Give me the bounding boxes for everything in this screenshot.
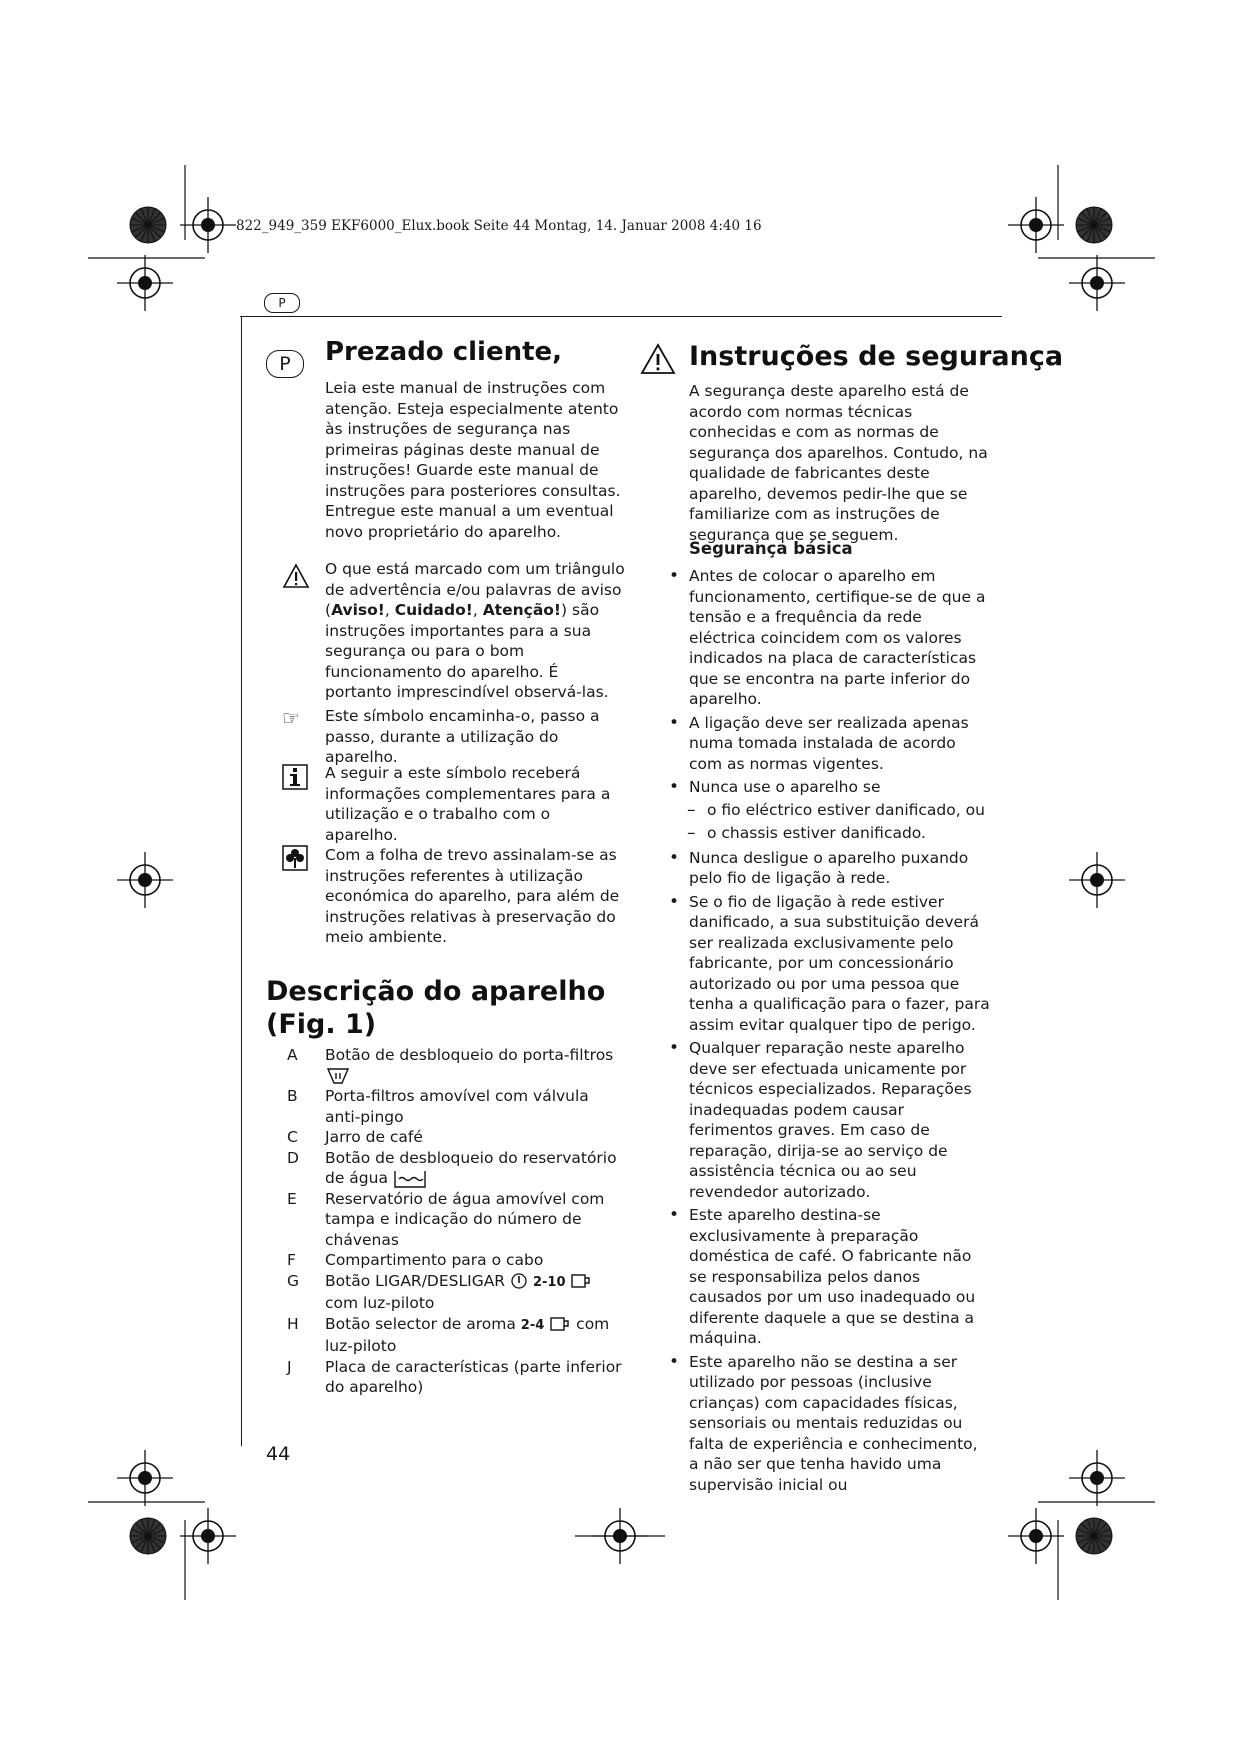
registration-mark-left-lower (117, 1450, 173, 1506)
registration-mark-right-middle (1069, 852, 1125, 908)
registration-mark-right-lower (1069, 1450, 1125, 1506)
left-rule (241, 316, 242, 1446)
environment-paragraph: Com a folha de trevo assinalam-se as instruções referentes à utilização económica do aparelho, para além de instruções relativas à preservação do meio ambiente. (325, 846, 620, 946)
registration-mark-bottom-right (1008, 1508, 1064, 1564)
list-item: • Se o fio de ligação à rede estiver danificado, a sua substituição deverá ser realizada exclusivamente pelo fabricante, por um concessionário autorizado ou por uma pessoa que tenha a qualificação para o fazer, para assim evitar qualquer tipo de perigo. (671, 892, 991, 1036)
page-title-left: Prezado cliente, (325, 337, 563, 367)
warning-triangle-icon (640, 343, 676, 375)
registration-mark-left-upper (117, 255, 173, 311)
list-item: • Qualquer reparação neste aparelho deve ser efectuada unicamente por técnicos especializados. Reparações inadequadas podem causar ferimentos graves. Em caso de reparação, dirija-se ao serviço de assistência técnica ou ao seu revendedor autorizado. (671, 1038, 991, 1202)
sub-list-item: – o chassis estiver danificado. (689, 823, 991, 844)
list-item: A Botão de desbloqueio do porta-filtros (287, 1045, 627, 1086)
star-mark-top-left (130, 207, 166, 243)
file-header: 822_949_359 EKF6000_Elux.book Seite 44 Montag, 14. Januar 2008 4:40 16 (236, 218, 762, 234)
intro-paragraph: Leia este manual de instruções com atenção. Esteja especialmente atento às instruções de segurança nas primeiras páginas deste manual de instruções! Guarde este manual de instruções para posteriores consultas. Entregue este manual a um eventual novo proprietário do aparelho. (325, 379, 621, 541)
list-item: F Compartimento para o cabo (287, 1251, 544, 1269)
language-badge: P (266, 350, 304, 378)
registration-mark-top-left (180, 197, 236, 253)
list-item: • A ligação deve ser realizada apenas numa tomada instalada de acordo com as normas vigentes. (671, 713, 991, 775)
registration-mark-right-upper (1069, 255, 1125, 311)
water-tank-icon (393, 1169, 427, 1189)
list-item: G Botão LIGAR/DESLIGAR 2-10 com luz-piloto (287, 1271, 627, 1314)
registration-mark-left-middle (117, 852, 173, 908)
step-paragraph: Este símbolo encaminha-o, passo a passo, durante a utilização do aparelho. (325, 707, 600, 766)
safety-intro-paragraph: A segurança deste aparelho está de acordo com normas técnicas conhecidas e com as normas de segurança dos aparelhos. Contudo, na qualidade de fabricantes deste aparelho, devemos pedir-lhe que se familiarize com as instruções de segurança que se seguem. (689, 382, 988, 544)
warning-paragraph: O que está marcado com um triângulo de advertência e/ou palavras de aviso (Aviso!, Cuidado!, Atenção!) são instruções importantes para a sua segurança ou para o bom funcionamento do aparelho. É portanto imprescindível observá-las. (325, 560, 625, 701)
top-rule (240, 316, 1002, 317)
list-item: H Botão selector de aroma 2-4 com luz-piloto (287, 1314, 610, 1355)
list-item: • Antes de colocar o aparelho em funcionamento, certifique-se de que a tensão e a frequência da rede eléctrica coincidem com os valores indicados na placa de características que se encontra na parte inferior do aparelho. (671, 566, 991, 710)
list-item: J Placa de características (parte inferior do aparelho) (287, 1357, 622, 1396)
pointing-hand-icon: ☞ (282, 706, 300, 730)
language-badge-small: P (264, 293, 300, 313)
cups-range-label: 2-10 (532, 1274, 566, 1290)
aroma-range-label: 2-4 (520, 1317, 545, 1333)
basic-safety-subtitle: Segurança básica (689, 539, 853, 558)
info-paragraph: A seguir a este símbolo receberá informações complementares para a utilização e o trabalho com o aparelho. (325, 764, 611, 844)
list-item: • Nunca desligue o aparelho puxando pelo fio de ligação à rede. (671, 848, 991, 889)
power-icon (510, 1272, 528, 1290)
star-mark-bottom-left (130, 1518, 166, 1554)
page-number: 44 (266, 1443, 291, 1465)
cup-icon (549, 1315, 571, 1333)
registration-mark-top-right (1008, 197, 1064, 253)
registration-mark-bottom-left (180, 1508, 236, 1564)
list-item: C Jarro de café (287, 1128, 423, 1146)
info-icon (282, 764, 308, 790)
list-item: E Reservatório de água amovível com tampa e indicação do número de chávenas (287, 1189, 605, 1249)
device-description-heading: Descrição do aparelho (Fig. 1) (266, 976, 606, 1040)
warning-word-atencao: Atenção! (482, 601, 562, 619)
sub-list-item: – o fio eléctrico estiver danificado, ou (689, 800, 991, 821)
cup-icon (570, 1272, 592, 1290)
warning-word-cuidado: Cuidado! (394, 601, 473, 619)
parts-list (287, 1045, 627, 1398)
safety-bullet-list (671, 566, 991, 1498)
warning-triangle-icon (282, 562, 310, 590)
list-item: • Este aparelho destina-se exclusivamente à preparação doméstica de café. O fabricante não se responsabiliza pelos danos causados por um uso inadequado ou diferente daquele a que se destina a máquina. (671, 1205, 991, 1349)
star-mark-bottom-right (1076, 1518, 1112, 1554)
list-item: B Porta-filtros amovível com válvula anti-pingo (287, 1087, 589, 1126)
filter-holder-icon (325, 1066, 351, 1086)
list-item: • Este aparelho não se destina a ser utilizado por pessoas (inclusive crianças) com capacidades físicas, sensoriais ou mentais reduzidas ou falta de experiência e conhecimento, a não ser que tenha havido uma supervisão inicial ou (671, 1352, 991, 1496)
warning-word-aviso: Aviso! (331, 601, 385, 619)
list-item: • Nunca use o aparelho se – o fio eléctrico estiver danificado, ou – o chassis estiver danificado. (671, 777, 991, 844)
safety-instructions-title: Instruções de segurança (689, 341, 1064, 372)
list-item: D Botão de desbloqueio do reservatório de água (287, 1148, 617, 1187)
star-mark-top-right (1076, 207, 1112, 243)
clover-leaf-icon (282, 845, 308, 871)
